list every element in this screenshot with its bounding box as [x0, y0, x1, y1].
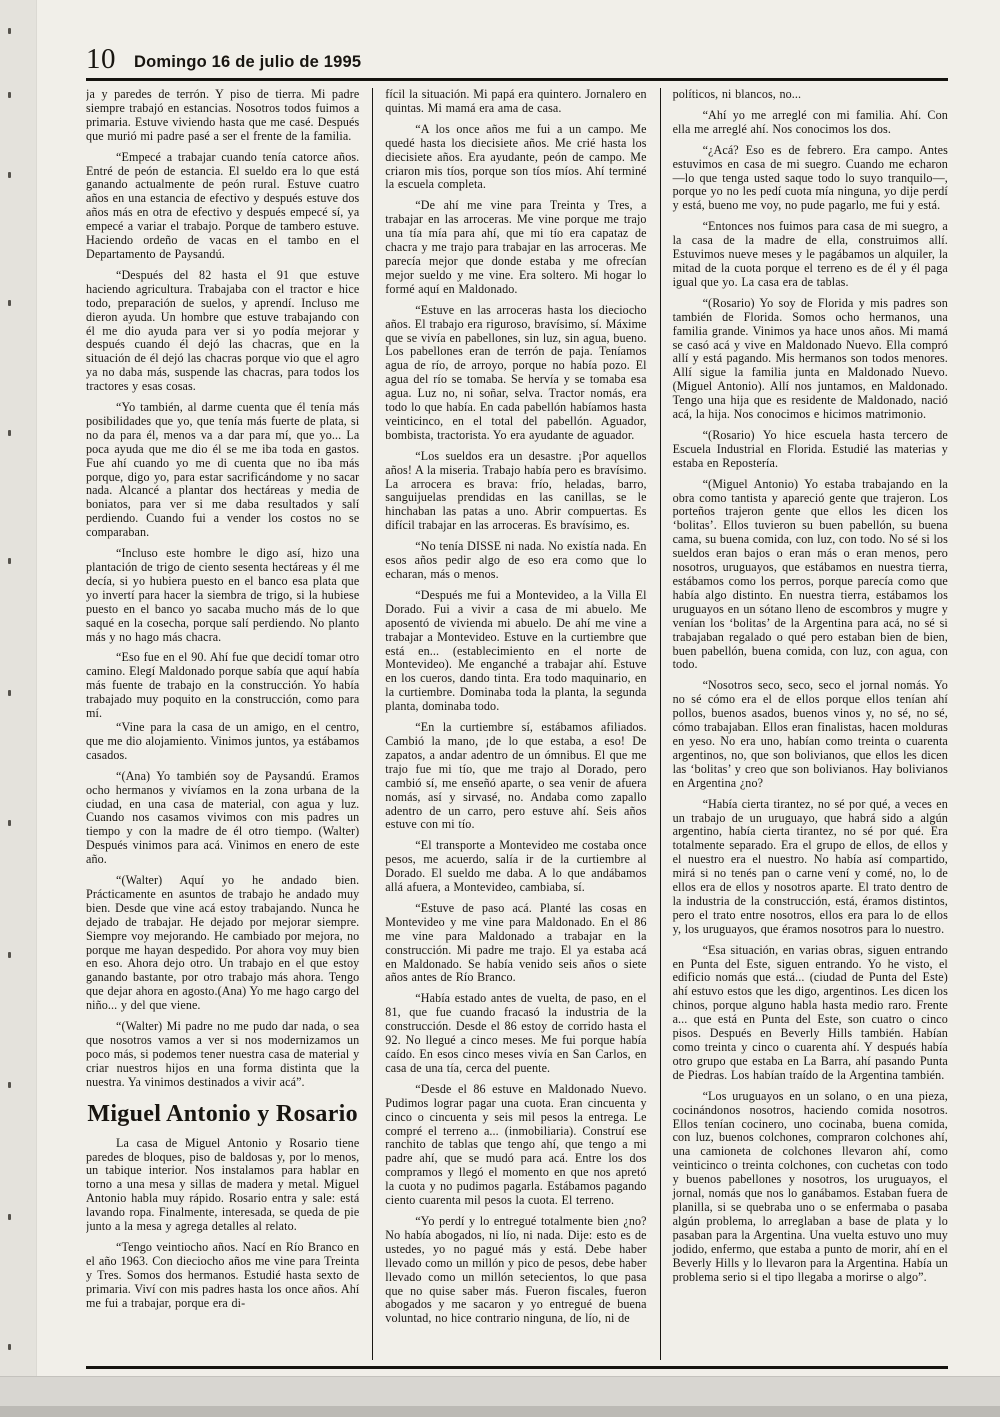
- scan-edge-strip: [0, 0, 37, 1417]
- paragraph: La casa de Miguel Antonio y Rosario tiene paredes de bloques, piso de baldosas y, por lo menos, un tabique interior. Nos instalamos para hablar en torno a una mesa y sillas de madera y metal. Miguel Antonio habla muy rápido. Rosario entra y sale: está lavando ropa. Finalmente, interesada, se queda de pie junto a la mesa y agrega detalles al relato.: [86, 1135, 360, 1234]
- paragraph: ja y paredes de terrón. Y piso de tierra. Mi padre siempre trabajó en estancias. Nosotros todos fuimos a primaria. Estuve viviendo hasta que me casé. Después que murió mi padre pasé a ser el frente de la familia.: [86, 88, 360, 143]
- paragraph: “(Miguel Antonio) Yo estaba trabajando en la obra como tantista y apareció gente que trajeron. Los porteños trajeron gente que ellos les dicen los ‘bolitas’. Ellos tuvieron su buen pabellón, su buena cama, su buena comida, con luz, con todo. No sé si los sueldos eran bajos o eran más o eran menos, pero nosotros, uruguayos, que estábamos en nuestra tierra, estábamos como los perros, porque parecía como que había algo distinto. En nuestra tierra, estábamos los uruguayos en un sótano lleno de escombros y mugre y venían los ‘bolitas’ de la Argentina para acá, no sé si trabajaban regalado o qué pero estaban bien de bien, buen pabellón, buena comida, con luz, con agua, con todo.: [672, 476, 948, 672]
- scan-edge-mark: [8, 1344, 11, 1350]
- page-number: 10: [86, 43, 116, 75]
- section-heading: Miguel Antonio y Rosario: [87, 1100, 358, 1127]
- scan-bottom-band: [0, 1376, 1000, 1417]
- paragraph: “Yo perdí y lo entregué totalmente bien ¿no? No había abogados, ni lío, ni nada. Dije: esto es de ustedes, yo no pagué más y está. Debe haber llevado como un millón y pico de pesos, debe haber llevado como un millón setecientos, lo que pasa que no quise saber más. Fueron fiscales, fueron abogados y me sacaron y yo entregué de buena voluntad, no hice contrario ninguna, de lío, ni de: [385, 1213, 647, 1326]
- paragraph: “Ahí yo me arreglé con mi familia. Ahí. Con ella me arreglé ahí. Nos conocimos los dos.: [672, 107, 948, 136]
- scan-edge-mark: [8, 1082, 11, 1088]
- scan-edge-mark: [8, 952, 11, 958]
- scan-edge-mark: [8, 430, 11, 436]
- paragraph: “Estuve de paso acá. Planté las cosas en Montevideo y me vine para Maldonado. En el 86 me vine para Maldonado a trabajar en la construcción. Mi padre me trajo. El ya estaba acá en Maldonado. Se había venido seis años o siete años antes de Río Branco.: [385, 900, 647, 985]
- paragraph: “A los once años me fui a un campo. Me quedé hasta los diecisiete años. Me crié hasta los diecisiete años. Era ayudante, peón de campo. Me criaron mis tíos, porque son tíos míos. Ahí terminé la escuela completa.: [385, 121, 647, 192]
- paragraph: “Desde el 86 estuve en Maldonado Nuevo. Pudimos lograr pagar una cuota. Eran cincuenta y cinco o cincuenta y seis mil pesos la entrega. Le compré el terreno a... (inmobiliaria). Construí ese ranchito de tablas que tengo ahí, que tengo a mi padre ahí, que se mudó para acá. Entre los dos compramos y llegó el momento en que nos apretó la cuota y no pudimos pagarla. Estábamos pagando ciento cuarenta mil pesos la cuota. El terreno.: [385, 1081, 647, 1208]
- paragraph: “Empecé a trabajar cuando tenía catorce años. Entré de peón de estancia. El sueldo era lo que está ganando actualmente de peón rural. Estuve cuatro años en una estancia de efectivo y después estuve dos años más en otra de efectivo y después empecé sí, ya empecé a variar el trabajo. Porque de tambero estuve. Haciendo ordeño de vacas en el tambo en el Departamento de Paysandú.: [86, 149, 360, 261]
- paragraph: “(Walter) Mi padre no me pudo dar nada, o sea que nosotros vamos a ver si nos modernizamos un poco más, si podemos tener nuestra casa de material y criar nuestros hijos en una forma distinta que la nuestra. Ya vinimos destinados a vivir acá”.: [86, 1019, 360, 1089]
- paragraph: “Esa situación, en varias obras, siguen entrando en Punta del Este, siguen entrando. Yo he visto, el edificio nomás que está... (ciudad de Punta del Este) ahí estuvo estos que les digo, argentinos. Les dicen los chinos, porque alguno habla hasta medio raro. Frente a... que está en Punta del Este, son cuatro o cinco pisos. Después en Beverly Hills también. Habían como treinta y cinco o cuarenta ahí. Y después había otro grupo que estaba en La Barra, ahí pasando Punta de Piedras. Los habían traído de la Argentina también.: [672, 942, 948, 1082]
- scan-bottom-edge: [0, 1406, 1000, 1417]
- paragraph: “No tenía DISSE ni nada. No existía nada. En esos años pedir algo de eso era como que lo echaran, más o menos.: [385, 539, 647, 581]
- paragraph: “Los sueldos era un desastre. ¡Por aquellos años! A la miseria. Trabajo había pero es bravísimo. La arrocera es brava: frío, heladas, barro, sanguijuelas prendidas en las canillas, se le hinchaban las patas a uno. Abrir compuertas. Es difícil trabajar en las arroceras. Es bravísimo, es.: [385, 448, 647, 533]
- paragraph: “Nosotros seco, seco, seco el jornal nomás. Yo no sé cómo era el de ellos porque ellos tenían ahí pollos, buenos asados, buenos vinos y, no sé, no sé, cómo trabajaban. Ellos eran finalistas, hacen molduras en yeso. No era uno, habían como treinta o cuarenta argentinos, no, que son bolivianos, que ellos les dicen las ‘bolitas’ y creo que son bolivianos. Hay bolivianos en Argentina ¿no?: [672, 678, 948, 790]
- scan-edge-mark: [8, 172, 11, 178]
- paragraph: “Después del 82 hasta el 91 que estuve haciendo agricultura. Trabajaba con el tractor e hice todo, preparación de suelos, y aprendí. Incluso me dieron ayuda. Un hombre que estuve trabajando con él me dio ayuda para ver si yo podía mejorar y después cuando él dejó las chacras, que en la situación de él dejó las chacras porque vio que el agro ya no daba más, suspende las chacras, para todos los tractores y esas cosas.: [86, 267, 360, 394]
- scan-edge-mark: [8, 300, 11, 306]
- column-3: [661, 88, 948, 1360]
- paragraph: “Estuve en las arroceras hasta los dieciocho años. El trabajo era riguroso, bravísimo, sí. Máxime que se vivía en pabellones, sin luz, sin agua, bueno. Los pabellones eran de terrón de paja. Teníamos agua de río, de arroyo, porque no había pozo. El agua del río se tomaba. Se hervía y se tomaba esa agua. Luz no, ni soñar, selva. Tractor nomás, era todo lo que había. En cada pabellón habíamos hasta veinticinco, en el total del pabellón. Aguador, bombista, tractorista. Yo era ayudante de aguador.: [385, 302, 647, 442]
- paragraph: “Los uruguayos en un solano, o en una pieza, cocinándonos nosotros, haciendo comida nosotros. Ellos tenían cocinero, uno cocinaba, buena comida, con luz, buenos colchones, compraron colchones ahí, una camioneta de colchones llevaron ahí, como veinticinco o treinta colchones, con cuchetas con todo y buenos pabellones y nosotros, los uruguayos, el jornal, nomás que nos lo ganábamos. Estaban fuera de planilla, si se quebraba uno o se enfermaba o pasaba algún problema, lo arreglaban a base de plata y lo pasaban para la Argentina. Una vuelta estuvo uno muy jodido, enfermo, que estaba a punto de morir, ahí en el Beverly Hills y lo llevaron para la Argentina. Había un problema serio si el tipo llegaba a morirse o algo”.: [672, 1088, 948, 1284]
- paragraph: políticos, ni blancos, no...: [672, 88, 802, 101]
- paragraph: “¿Acá? Eso es de febrero. Era campo. Antes estuvimos en casa de mi suegro. Cuando me echaron —lo que tenga usted saque todo lo suyo tranquilo—, porque yo no les pedí cuota mía ninguna, yo dije perdí y está, bueno me voy, no pude pagarlo, me fui y está.: [672, 142, 948, 213]
- scan-edge-mark: [8, 820, 11, 826]
- bottom-rule: [86, 1366, 948, 1369]
- paragraph: “Después me fui a Montevideo, a la Villa El Dorado. Fui a vivir a casa de mi abuelo. Me aposentó de vivienda mi abuelo. De ahí me vine a trabajar a Montevideo. Estuve en la curtiembre que está en... (establecimiento en el norte de Montevideo). Me enganché a trabajar ahí. Estuve en los cueros, dando tinta. Era todo maquinario, en la curtiembre. Dominaba toda la planta, la segunda planta, dominaba todo.: [385, 587, 647, 714]
- paragraph: “Entonces nos fuimos para casa de mi suegro, a la casa de la madre de ella, construimos allí. Estuvimos nueve meses y le pagábamos un alquiler, la mitad de la cuota porque el terreno es de él y él paga igual que yo. La casa era de tablas.: [672, 219, 948, 289]
- paragraph: “(Walter) Aquí yo he andado bien. Prácticamente en asuntos de trabajo he andado muy bien. Desde que vine acá estoy trabajando. Nunca he dejado de trabajar. He dejado por mejorar siempre. Siempre voy mejorando. He cambiado por mejora, no porque me hayan despedido. Por ahora voy muy bien en eso. Ahora dejo otro. Un trabajo en el que estoy ganando bastante, por otro trabajo más ahora. Tengo que dejar ahora en agosto.(Ana) Yo me hago cargo del niño... y del que viene.: [86, 873, 360, 1013]
- scan-edge-mark: [8, 92, 11, 98]
- paragraph: “Incluso este hombre le digo así, hizo una plantación de trigo de ciento sesenta hectáreas y él me decía, si yo hubiera puesto en el banco esa plata que yo invertí para hacer la siembra de trigo, si la hubiese puesto en el banco yo sacaba mucho más de lo que saqué en la cosecha, porque salí perdiendo. No planto más y no hago más chacra.: [86, 546, 360, 644]
- scan-edge-mark: [8, 1214, 11, 1220]
- page-date: Domingo 16 de julio de 1995: [134, 53, 362, 71]
- paragraph: “(Rosario) Yo hice escuela hasta tercero de Escuela Industrial en Florida. Estudié las materias y estaba en Repostería.: [672, 427, 948, 470]
- paragraph: “Tengo veintiocho años. Nací en Río Branco en el año 1963. Con dieciocho años me vine para Treinta y Tres. Somos dos hermanos. Estudié hasta sexto de primaria. Viví con mis padres hasta los once años. Ahí me fui a trabajar, porque era di-: [86, 1239, 360, 1310]
- paragraph: “Vine para la casa de un amigo, en el centro, que me dio alojamiento. Vinimos juntos, ya estábamos casados.: [86, 719, 360, 762]
- paragraph: “(Ana) Yo también soy de Paysandú. Eramos ocho hermanos y vivíamos en la zona urbana de la ciudad, en una casa de material, con agua y luz. Cuando nos casamos vivimos con mis padres un tiempo y con la madre de él otro tiempo. (Walter) Después vinimos para acá. Vinimos en enero de este año.: [86, 768, 360, 867]
- paragraph: “En la curtiembre sí, estábamos afiliados. Cambió la mano, ¡de lo que estaba, a eso! De zapatos, a andar adentro de un ómnibus. El que me trajo fue mi tío, que me trajo al Dorado, pero cambió sí, me enseñó aparte, o sea venir de afuera nomás, así y sirvasé, no. Andaba como zapallo adentro de un carro, pero estuve ahí. Seis años estuve con mi tío.: [385, 720, 647, 832]
- scan-edge-mark: [8, 28, 11, 34]
- column-1: [86, 88, 373, 1360]
- paragraph: “(Rosario) Yo soy de Florida y mis padres son también de Florida. Somos ocho hermanos, una familia grande. Vinimos ya hace unos años. Mi mamá se casó acá y vive en Maldonado Nuevo. Ella compró allí y está pagando. Mis hermanos son todos menores. Allí sigue la familia junta en Maldonado Nuevo. (Miguel Antonio). Allí nos juntamos, en Maldonado. Tengo una hija que es residente de Maldonado, nació acá, la hija. Nos conocimos e hicimos matrimonio.: [672, 295, 948, 422]
- column-2: [373, 88, 660, 1360]
- paragraph: “Yo también, al darme cuenta que él tenía más posibilidades que yo, que tenía más fuerte de plata, si no da para él, menos va a dar para mí, que yo... La poca ayuda que me dio él se me iba toda en gastos. Fue ahí cuando yo me di cuenta que no iba más porque, digo yo, para estar sacrificándome y no sacar nada. Alcancé a plantar dos hectáreas y media de boniatos, para ver si me daba resultados y salí perdiendo. Cuando fui a vender los costos no se comparaban.: [86, 400, 360, 540]
- paragraph: “El transporte a Montevideo me costaba once pesos, me acuerdo, salía ir de la curtiembre al Dorado. El sueldo me daba. A lo que andábamos allá afuera, a Montevideo, cambiaba, sí.: [385, 838, 647, 895]
- paragraph: “Había estado antes de vuelta, de paso, en el 81, que fue cuando fracasó la industria de la construcción. Desde el 86 estoy de corrido hasta el 92. No llegué a cinco meses. Me fui porque había caído. En esos cinco meses vivía en San Carlos, en casa de una tía, cerca del puente.: [385, 991, 647, 1075]
- scan-edge-mark: [8, 558, 11, 564]
- paragraph: “Eso fue en el 90. Ahí fue que decidí tomar otro camino. Elegí Maldonado porque sabía que aquí había más fuente de trabajo en la construcción. Yo había trabajado muy poquito en la construcción, como para mí.: [86, 650, 360, 721]
- header-rule: [86, 78, 948, 81]
- article-columns: [86, 88, 948, 1360]
- scan-edge-mark: [8, 690, 11, 696]
- paragraph: “De ahí me vine para Treinta y Tres, a trabajar en las arroceras. Me vine porque me trajo una tía mía para ahí, que mi tío era capataz de chacra y me trajo para trabajar en las arroceras. Me parecía mejor que donde estaba y me ofrecían mejor sueldo y me vine. Era soltero. Mi hogar lo formé aquí en Maldonado.: [385, 198, 647, 296]
- paragraph: “Había cierta tirantez, no sé por qué, a veces en un trabajo de un uruguayo, que habrá sido a algún argentino, había cierta tirantez, no sé por qué. Era totalmente separado. Era el grupo de ellos, de ellos y el nuestro era el nuestro. No había así compartido, mirá si no tenés pan o carne vení y comé, no, lo de ellos era de ellos y nosotros aparte. El trato dentro de la industria de la construcción, está, éramos distintos, pero el trato entre nosotros, ellos era para lo de ellos y, los uruguayos, que éramos nosotros para lo nuestro.: [672, 796, 948, 936]
- paragraph: fícil la situación. Mi papá era quintero. Jornalero en quintas. Mi mamá era ama de casa.: [385, 88, 647, 115]
- page-header: [86, 40, 948, 74]
